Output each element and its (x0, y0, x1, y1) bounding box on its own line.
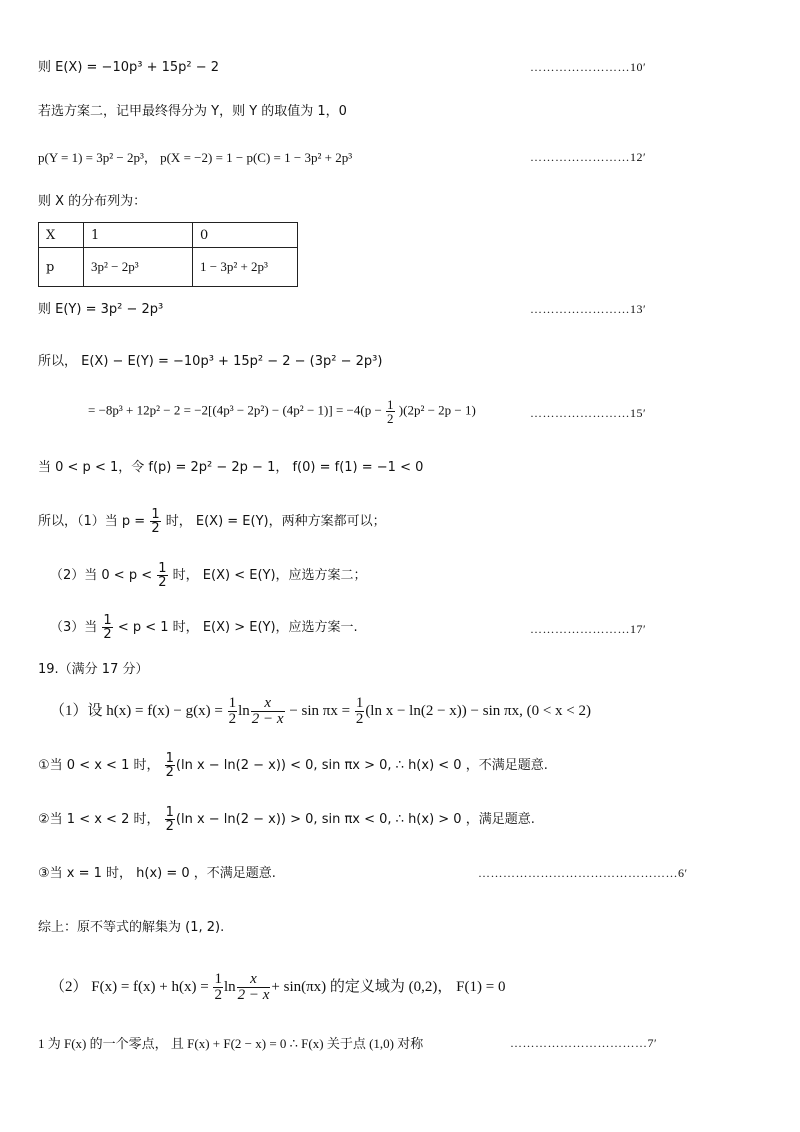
part-two-definition (50, 972, 505, 1003)
score-marker-17: ……………………17′ (530, 622, 647, 636)
fraction-denominator: 2 (165, 765, 174, 780)
fraction-denominator: 2 (151, 521, 160, 536)
fraction-numerator: 1 (165, 751, 174, 766)
table-row (39, 223, 298, 248)
part-two-after: + sin(πx) 的定义域为 (0,2)， F(1) = 0 (271, 978, 506, 995)
case-three-after: < p < 1 时， E(X) > E(Y)，应选方案一. (117, 620, 358, 635)
case-one-expression (38, 508, 386, 535)
score-marker-10: ……………………10′ (530, 60, 647, 74)
fraction (251, 696, 285, 727)
score-marker-15: ……………………15′ (530, 406, 647, 420)
zero-point-text: 1 为 F(x) 的一个零点， 且 F(x) + F(2 − x) = 0 ∴ F(x) 关于点 (1,0) 对称 (38, 1036, 424, 1051)
fraction (157, 562, 167, 589)
fraction-denominator: 2 (103, 627, 112, 642)
distribution-heading: 则 X 的分布列为： (38, 194, 147, 209)
case-two-before: （2）当 0 < p < (50, 568, 153, 583)
expectation-x-text: 则 E(X) = −10p³ + 15p² − 2 (38, 60, 220, 75)
case-b-expression (38, 806, 535, 833)
table-cell: 1 (84, 223, 193, 248)
definition-after: (ln x − ln(2 − x)) − sin πx, (0 < x < 2) (365, 702, 591, 719)
fraction-numerator: x (237, 972, 271, 988)
fraction-denominator: 2 (228, 711, 237, 727)
case-b-after: (ln x − ln(2 − x)) > 0, sin πx < 0, ∴ h(x) > 0 ，满足题意. (175, 812, 535, 827)
table-row (39, 248, 298, 287)
function-f-text: 当 0 < p < 1，令 f(p) = 2p² − 2p − 1， f(0) = f(1) = −1 < 0 (38, 460, 424, 475)
fraction-numerator: 1 (165, 805, 174, 820)
part-one-definition (50, 696, 591, 727)
case-one-after: 时， E(X) = E(Y)，两种方案都可以； (165, 514, 386, 529)
score-marker-6: …………………………………………6′ (478, 866, 688, 880)
factorization-after: )(2p² − 2p − 1) (398, 402, 476, 418)
fraction (237, 972, 271, 1003)
fraction-numerator: 1 (228, 695, 237, 711)
factorization-before: = −8p³ + 12p² − 2 = −2[(4p³ − 2p²) − (4p² − 1)] = −4(p − (88, 402, 382, 418)
case-b-before: ②当 1 < x < 2 时， (38, 812, 160, 827)
fraction (102, 614, 112, 641)
table-cell: 1 − 3p² + 2p³ (193, 248, 298, 287)
probability-text: p(Y = 1) = 3p² − 2p³， p(X = −2) = 1 − p(C) = 1 − 3p² + 2p³ (38, 150, 353, 165)
factorization-expression (88, 398, 476, 425)
plan-two-text: 若选方案二，记甲最终得分为 Y，则 Y 的取值为 1，0 (38, 104, 347, 119)
table-cell: 0 (193, 223, 298, 248)
fraction-numerator: 1 (214, 971, 222, 987)
fraction-denominator: 2 − x (251, 711, 284, 727)
fraction-denominator: 2 (214, 987, 222, 1003)
table-cell: X (39, 223, 84, 248)
fraction-denominator: 2 (355, 711, 364, 727)
table-cell: p (39, 248, 84, 287)
ln-symbol: ln (238, 702, 250, 719)
fraction (228, 696, 238, 727)
definition-middle: − sin πx = (289, 702, 351, 719)
fraction (386, 398, 395, 425)
fraction-denominator: 2 (165, 819, 174, 834)
case-a-after: (ln x − ln(2 − x)) < 0, sin πx > 0, ∴ h(x) < 0 ，不满足题意. (175, 758, 548, 773)
fraction-numerator: 1 (151, 507, 160, 522)
definition-before: （1）设 h(x) = f(x) − g(x) = (50, 702, 223, 719)
fraction-numerator: 1 (103, 613, 112, 628)
fraction-numerator: 1 (355, 695, 364, 711)
fraction (150, 508, 160, 535)
fraction-denominator: 2 (158, 575, 167, 590)
case-three-expression (50, 614, 358, 641)
case-a-expression (38, 752, 548, 779)
part-two-before: （2） F(x) = f(x) + h(x) = (50, 978, 209, 995)
score-marker-7: ……………………………7′ (510, 1036, 658, 1050)
fraction (213, 972, 223, 1003)
fraction-denominator: 2 (387, 411, 394, 426)
case-three-before: （3）当 (50, 620, 98, 635)
expectation-y-text: 则 E(Y) = 3p² − 2p³ (38, 302, 164, 317)
fraction-numerator: 1 (387, 397, 394, 412)
case-a-before: ①当 0 < x < 1 时， (38, 758, 160, 773)
fraction (165, 806, 175, 833)
distribution-table (38, 222, 298, 287)
score-marker-12: ……………………12′ (530, 150, 647, 164)
ln-symbol: ln (223, 978, 236, 995)
fraction-denominator: 2 − x (237, 987, 270, 1003)
score-marker-13: ……………………13′ (530, 302, 647, 316)
difference-text: 所以， E(X) − E(Y) = −10p³ + 15p² − 2 − (3p² − 2p³) (38, 354, 383, 369)
conclusion-text: 综上：原不等式的解集为 (1, 2). (38, 920, 225, 935)
fraction (355, 696, 365, 727)
case-c-text: ③当 x = 1 时， h(x) = 0 ，不满足题意. (38, 866, 276, 881)
question-19-heading: 19.（满分 17 分） (38, 662, 149, 677)
fraction (165, 752, 175, 779)
fraction-numerator: x (251, 696, 285, 712)
table-cell: 3p² − 2p³ (84, 248, 193, 287)
case-two-expression (50, 562, 367, 589)
fraction-numerator: 1 (158, 561, 167, 576)
case-one-before: 所以，（1）当 p = (38, 514, 146, 529)
case-two-after: 时， E(X) < E(Y)，应选方案二； (172, 568, 367, 583)
